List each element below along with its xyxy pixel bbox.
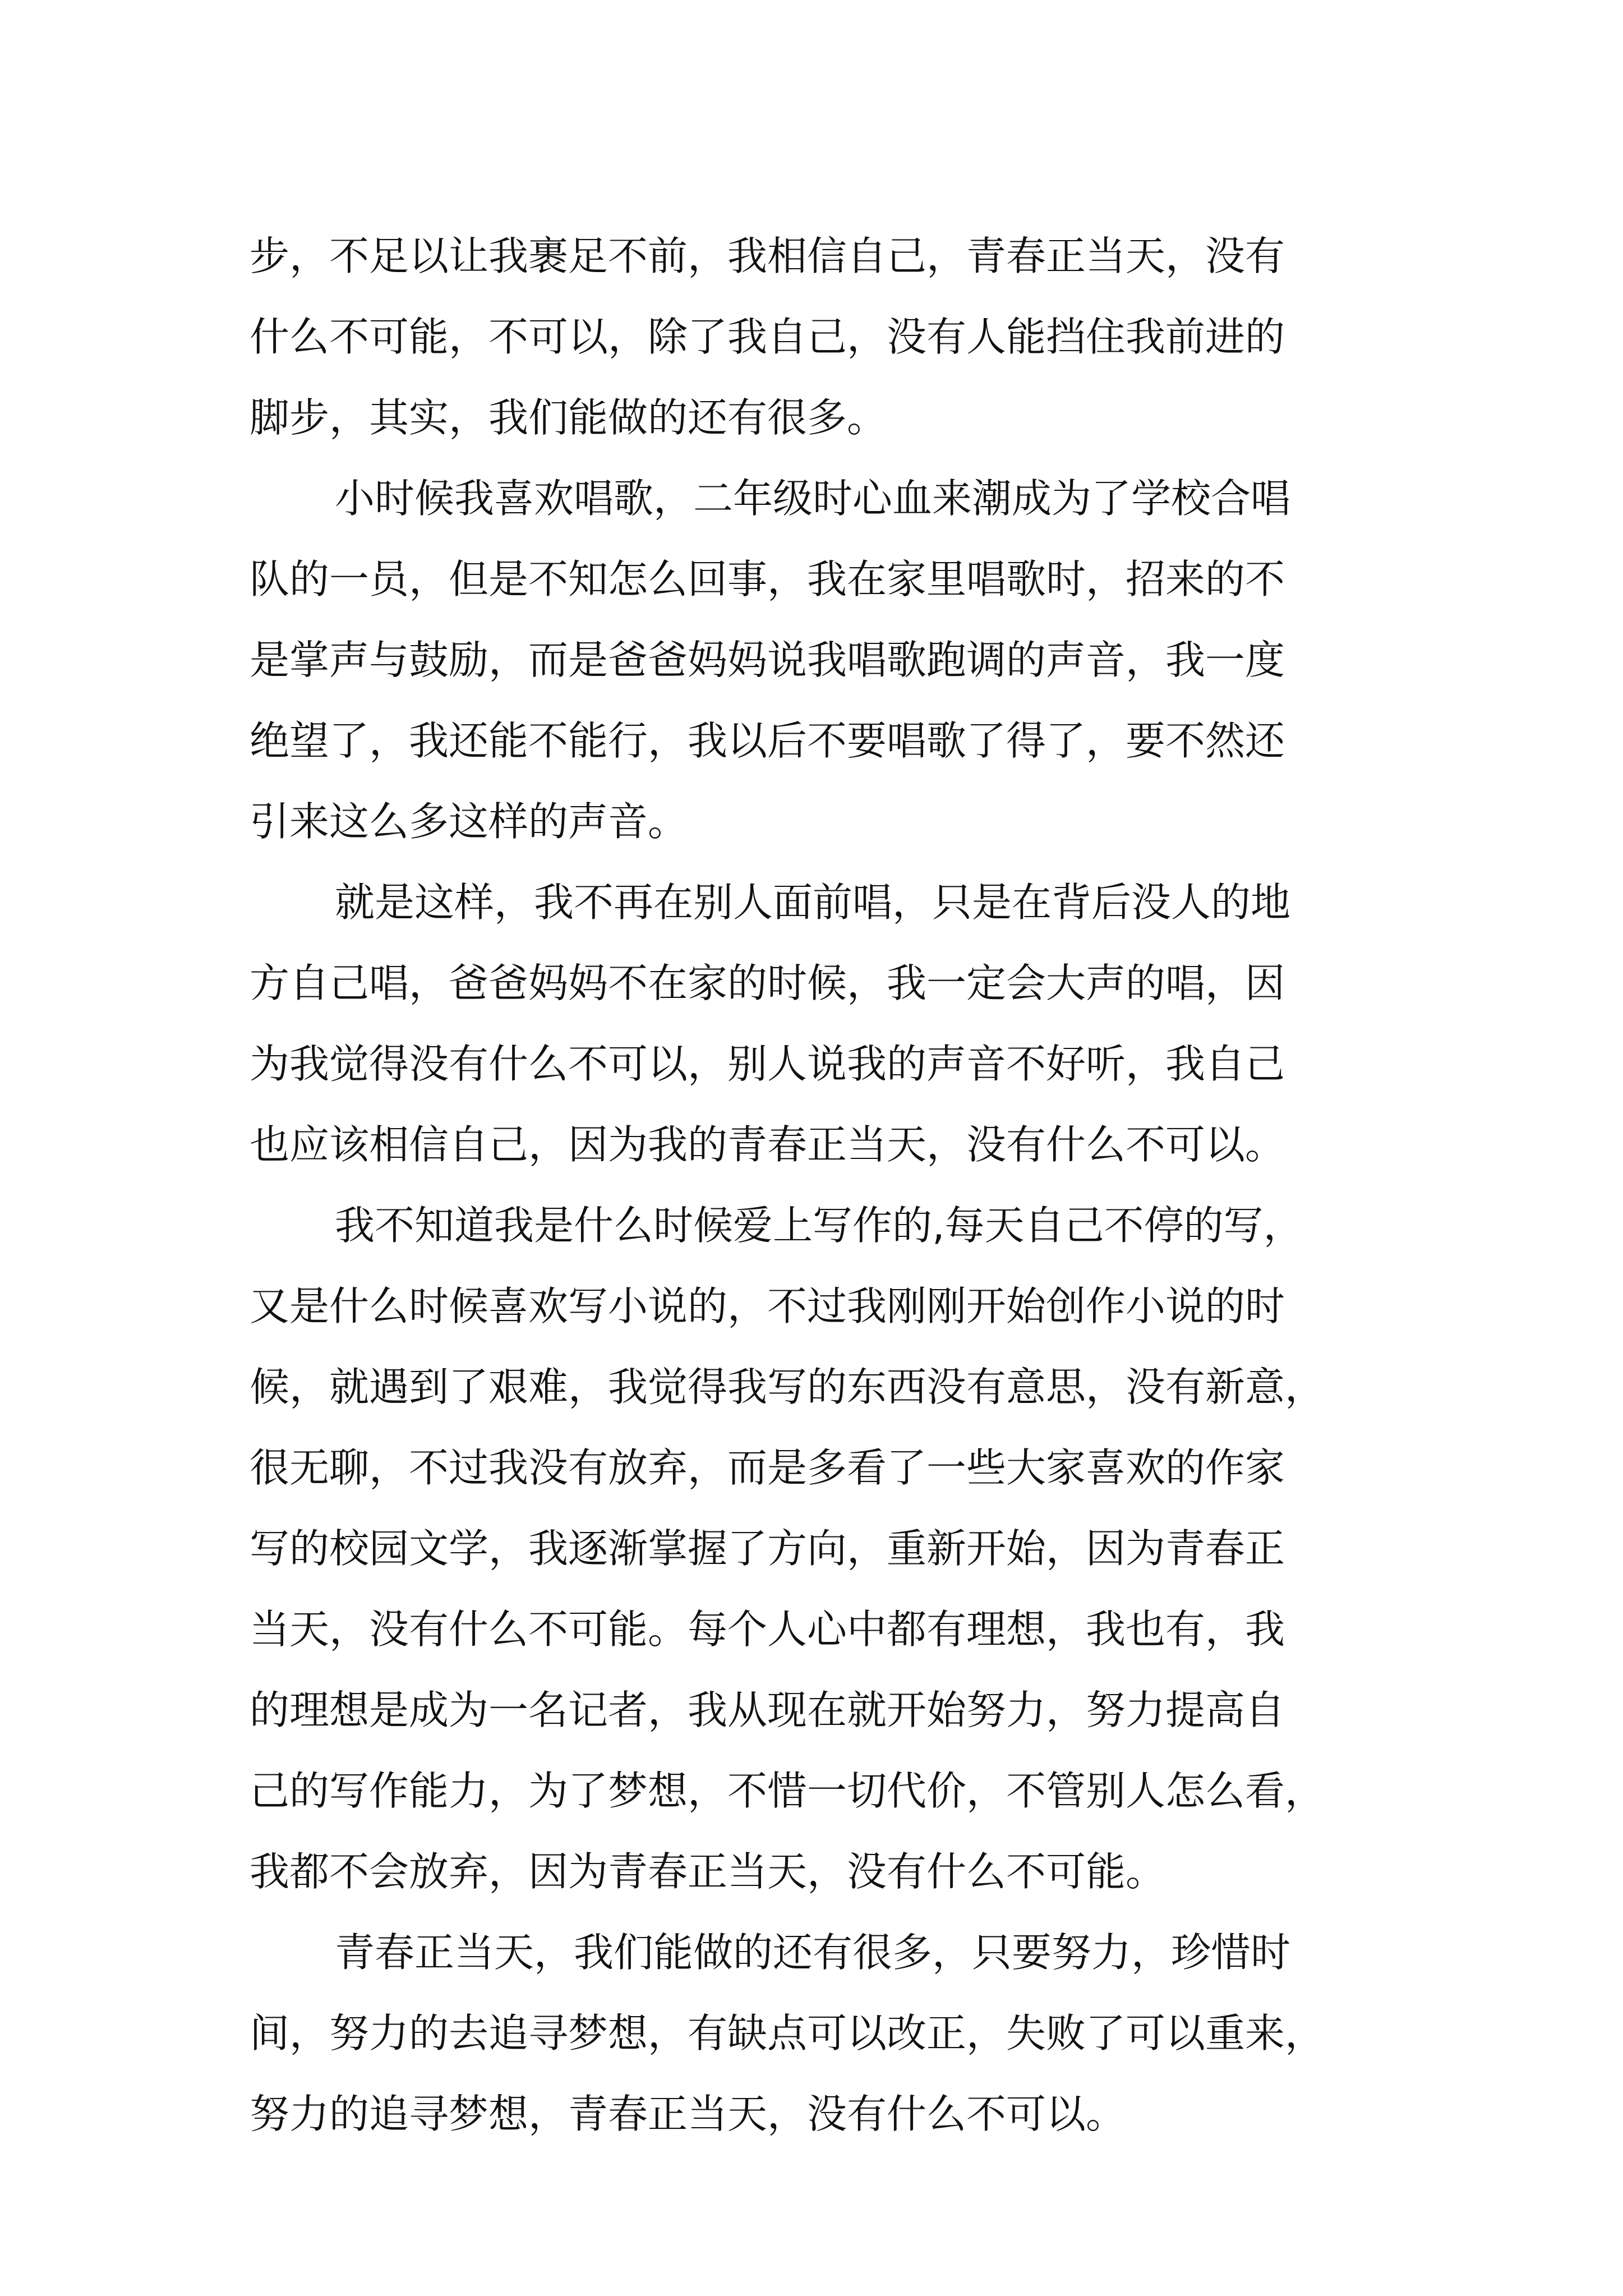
text-line: 脚步，其实，我们能做的还有很多。	[250, 394, 887, 441]
paragraph-first-line: 青春正当天，我们能做的还有很多，只要努力，珍惜时	[335, 1929, 1291, 1976]
text-line: 当天，没有什么不可能。每个人心中都有理想，我也有，我	[250, 1606, 1285, 1653]
text-line: 写的校园文学，我逐渐掌握了方向，重新开始，因为青春正	[250, 1525, 1285, 1572]
text-line: 的理想是成为一名记者，我从现在就开始努力，努力提高自	[250, 1687, 1285, 1733]
text-line: 步，不足以让我裹足不前，我相信自己，青春正当天，没有	[250, 233, 1285, 279]
text-line: 努力的追寻梦想，青春正当天，没有什么不可以。	[250, 2091, 1126, 2137]
paragraph-first-line: 我不知道我是什么时候爱上写作的,每天自己不停的写，	[335, 1202, 1303, 1249]
text-line: 我都不会放弃，因为青春正当天，没有什么不可能。	[250, 1848, 1166, 1895]
text-line: 为我觉得没有什么不可以，别人说我的声音不好听，我自己	[250, 1041, 1285, 1087]
text-line: 是掌声与鼓励，而是爸爸妈妈说我唱歌跑调的声音，我一度	[250, 637, 1285, 683]
paragraph-first-line: 小时候我喜欢唱歌，二年级时心血来潮成为了学校合唱	[335, 475, 1291, 522]
text-line: 什么不可能，不可以，除了我自己，没有人能挡住我前进的	[250, 314, 1285, 360]
text-line: 又是什么时候喜欢写小说的，不过我刚刚开始创作小说的时	[250, 1283, 1285, 1329]
text-line: 方自己唱，爸爸妈妈不在家的时候，我一定会大声的唱，因	[250, 960, 1285, 1006]
text-line: 间，努力的去追寻梦想，有缺点可以改正，失败了可以重来，	[250, 2010, 1325, 2056]
text-line: 候，就遇到了艰难，我觉得我写的东西没有意思，没有新意，	[250, 1364, 1325, 1410]
paragraph-first-line: 就是这样，我不再在别人面前唱，只是在背后没人的地	[335, 879, 1291, 926]
text-line: 绝望了，我还能不能行，我以后不要唱歌了得了，要不然还	[250, 717, 1285, 764]
text-line: 引来这么多这样的声音。	[250, 798, 688, 845]
text-line: 己的写作能力，为了梦想，不惜一切代价，不管别人怎么看，	[250, 1768, 1325, 1814]
text-line: 也应该相信自己，因为我的青春正当天，没有什么不可以。	[250, 1121, 1285, 1168]
text-line: 队的一员，但是不知怎么回事，我在家里唱歌时，招来的不	[250, 556, 1285, 602]
text-line: 很无聊，不过我没有放弃，而是多看了一些大家喜欢的作家	[250, 1444, 1285, 1491]
body-text	[250, 216, 1377, 2155]
